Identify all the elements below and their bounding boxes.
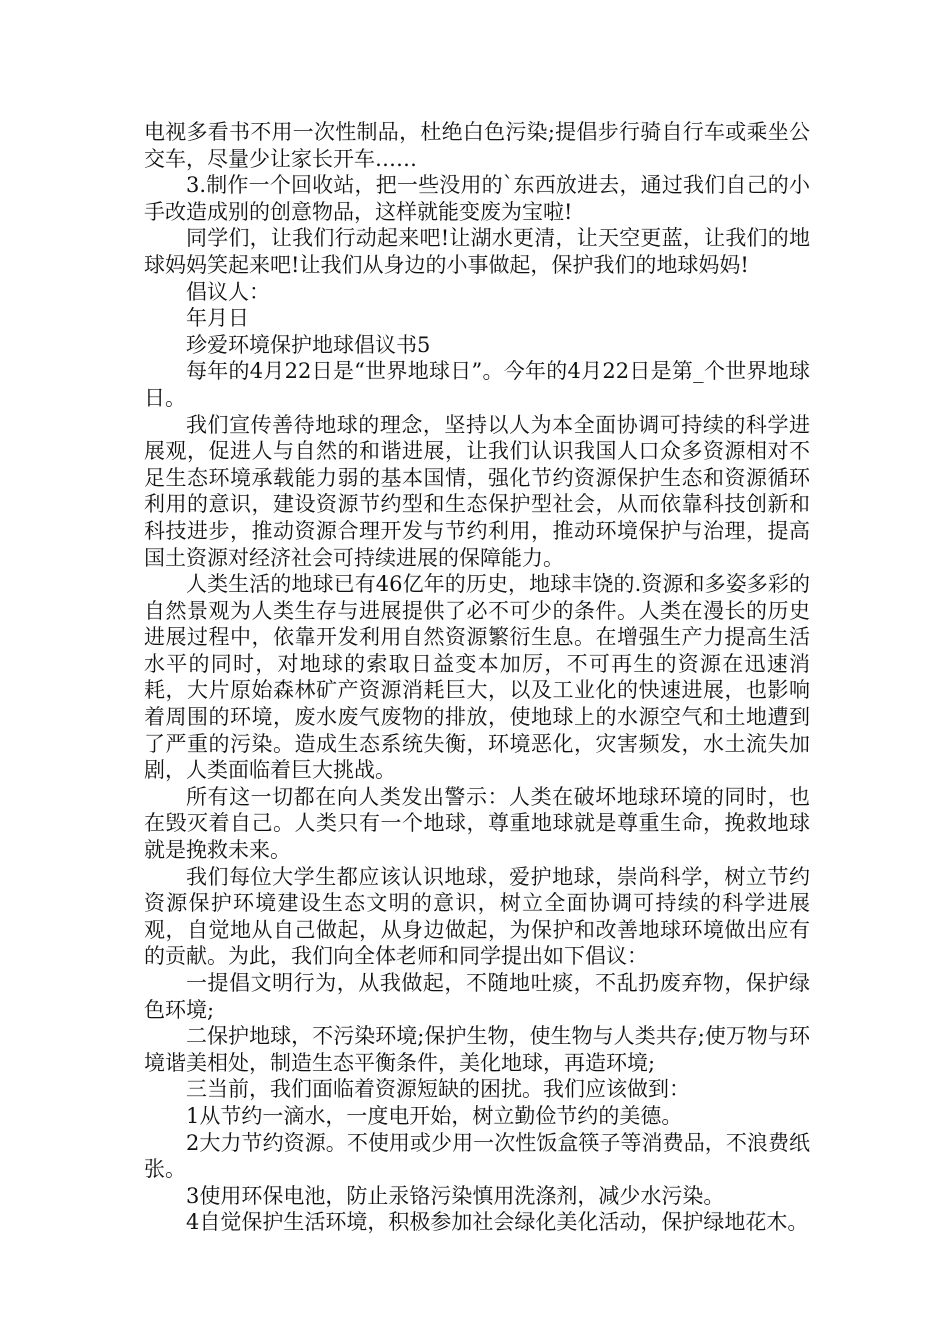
paragraph: 我们宣传善待地球的理念，坚持以人为本全面协调可持续的科学进展观，促进人与自然的和谐进展，让我们认识我国人口众多资源相对不足生态环境承载能力弱的基本国情，强化节约资源保护生态和资源循环利用的意识，建设资源节约型和生态保护型社会，从而依靠科技创新和科技进步，推动资源合理开发与节约利用，推动环境保护与治理，提高国土资源对经济社会可持续进展的保障能力。 (144, 412, 810, 570)
date-line: 年月日 (186, 306, 249, 331)
list-item: 3使用环保电池，防止汞铬污染慎用洗涤剂，减少水污染。 (186, 1183, 725, 1208)
paragraph: 同学们，让我们行动起来吧!让湖水更清，让天空更蓝，让我们的地球妈妈笑起来吧!让我们从身边的小事做起，保护我们的地球妈妈! (144, 226, 810, 277)
paragraph: 3.制作一个回收站，把一些没用的`东西放进去，通过我们自己的小手改造成别的创意物品，这样就能变废为宝啦! (144, 173, 810, 224)
section-title: 珍爱环境保护地球倡议书5 (186, 332, 431, 357)
list-item: 1从节约一滴水，一度电开始，树立勤俭节约的美德。 (186, 1103, 683, 1128)
paragraph: 每年的4月22日是“世界地球日”。今年的4月22日是第_个世界地球日。 (144, 359, 810, 410)
list-item: 4自觉保护生活环境，积极参加社会绿化美化活动，保护绿地花木。 (186, 1210, 809, 1235)
paragraph: 我们每位大学生都应该认识地球，爱护地球，崇尚科学，树立节约资源保护环境建设生态文明的意识，树立全面协调可持续的科学进展观，自觉地从自己做起，从身边做起，为保护和改善地球环境做出应有的贡献。为此，我们向全体老师和同学提出如下倡议： (144, 864, 810, 969)
list-item: 2大力节约资源。不使用或少用一次性饭盒筷子等消费品，不浪费纸张。 (144, 1130, 810, 1182)
paragraph: 电视多看书不用一次性制品，杜绝白色污染;提倡步行骑自行车或乘坐公交车，尽量少让家长开车…… (144, 120, 810, 171)
document-body (144, 119, 810, 1236)
list-item: 一提倡文明行为，从我做起，不随地吐痰，不乱扔废弃物，保护绿色环境; (144, 971, 810, 1022)
paragraph: 所有这一切都在向人类发出警示：人类在破坏地球环境的同时，也在毁灭着自己。人类只有一个地球，尊重地球就是尊重生命，挽救地球就是挽救未来。 (144, 784, 810, 863)
paragraph: 人类生活的地球已有46亿年的历史，地球丰饶的.资源和多姿多彩的自然景观为人类生存与进展提供了必不可少的条件。人类在漫长的历史进展过程中，依靠开发利用自然资源繁衍生息。在增强生产力提高生活水平的同时，对地球的索取日益变本加厉，不可再生的资源在迅速消耗，大片原始森林矿产资源消耗巨大，以及工业化的快速进展，也影响着周围的环境，废水废气废物的排放，使地球上的水源空气和土地遭到了严重的污染。造成生态系统失衡，环境恶化，灾害频发，水土流失加剧，人类面临着巨大挑战。 (144, 572, 810, 783)
list-item: 三当前，我们面临着资源短缺的困扰。我们应该做到： (186, 1077, 690, 1102)
signature-label: 倡议人： (186, 279, 270, 304)
list-item: 二保护地球，不污染环境;保护生物，使生物与人类共存;使万物与环境谐美相处，制造生态平衡条件，美化地球，再造环境; (144, 1024, 810, 1075)
